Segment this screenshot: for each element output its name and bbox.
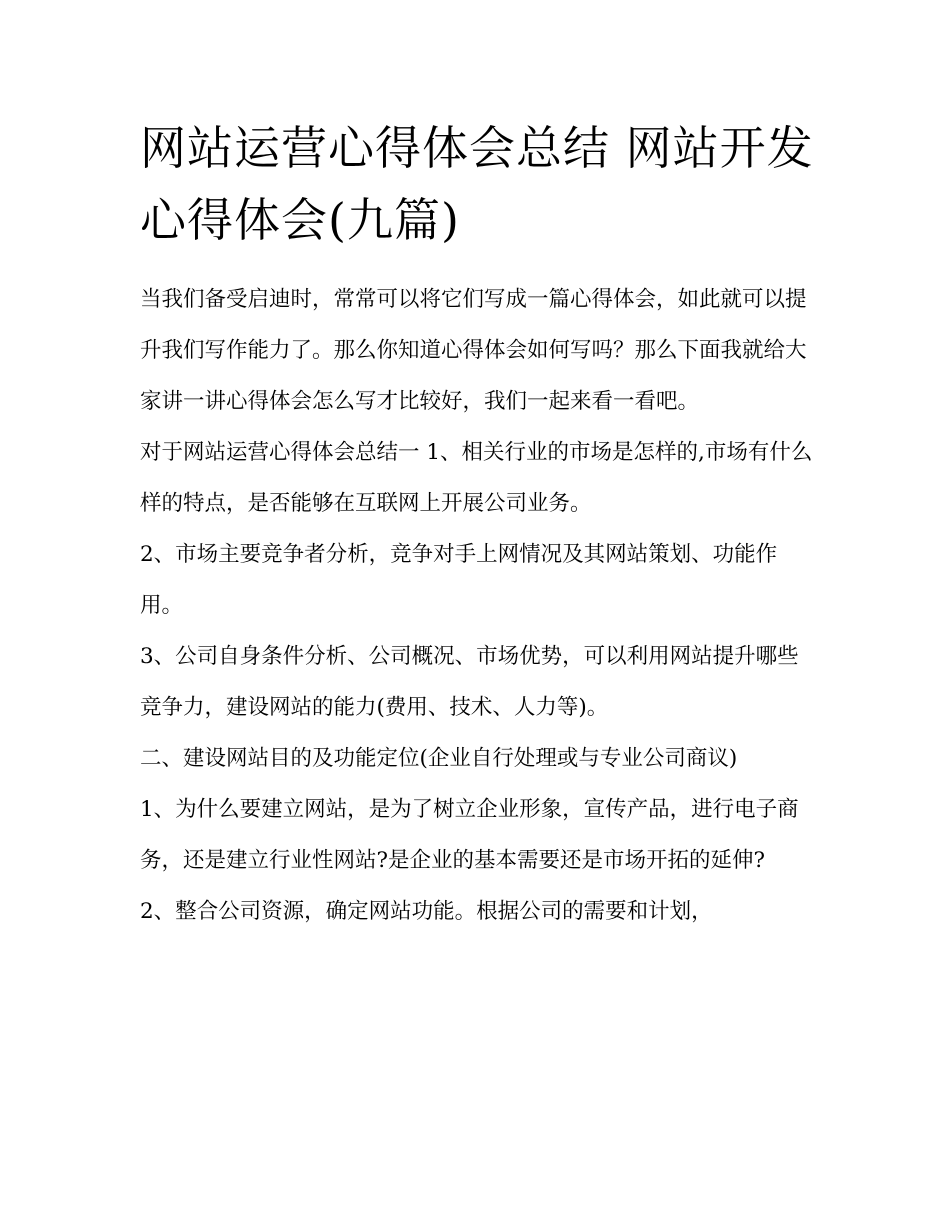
paragraph-intro: 当我们备受启迪时，常常可以将它们写成一篇心得体会，如此就可以提升我们写作能力了。那么你知道心得体会如何写吗？那么下面我就给大家讲一讲心得体会怎么写才比较好，我们一起来看一看吧。 — [140, 287, 807, 414]
document-page — [140, 112, 820, 937]
paragraph-section-2-point-2: 2、整合公司资源，确定网站功能。根据公司的需要和计划， — [140, 899, 713, 924]
paragraph-section-2-point-1: 1、为什么要建立网站，是为了树立企业形象，宣传产品，进行电子商务，还是建立行业性网站?是企业的基本需要还是市场开拓的延伸? — [140, 797, 799, 873]
paragraph-section-2-heading: 二、建设网站目的及功能定位(企业自行处理或与专业公司商议) — [140, 746, 738, 771]
paragraph-point-3: 3、公司自身条件分析、公司概况、市场优势，可以利用网站提升哪些竞争力，建设网站的能力(费用、技术、人力等)。 — [140, 644, 799, 720]
paragraph-summary-1: 对于网站运营心得体会总结一 1、相关行业的市场是怎样的,市场有什么样的特点，是否能够在互联网上开展公司业务。 — [140, 440, 813, 516]
document-body — [140, 274, 820, 937]
paragraph-point-2: 2、市场主要竞争者分析，竞争对手上网情况及其网站策划、功能作用。 — [140, 542, 778, 618]
document-title: 网站运营心得体会总结 网站开发心得体会(九篇) — [140, 121, 814, 247]
